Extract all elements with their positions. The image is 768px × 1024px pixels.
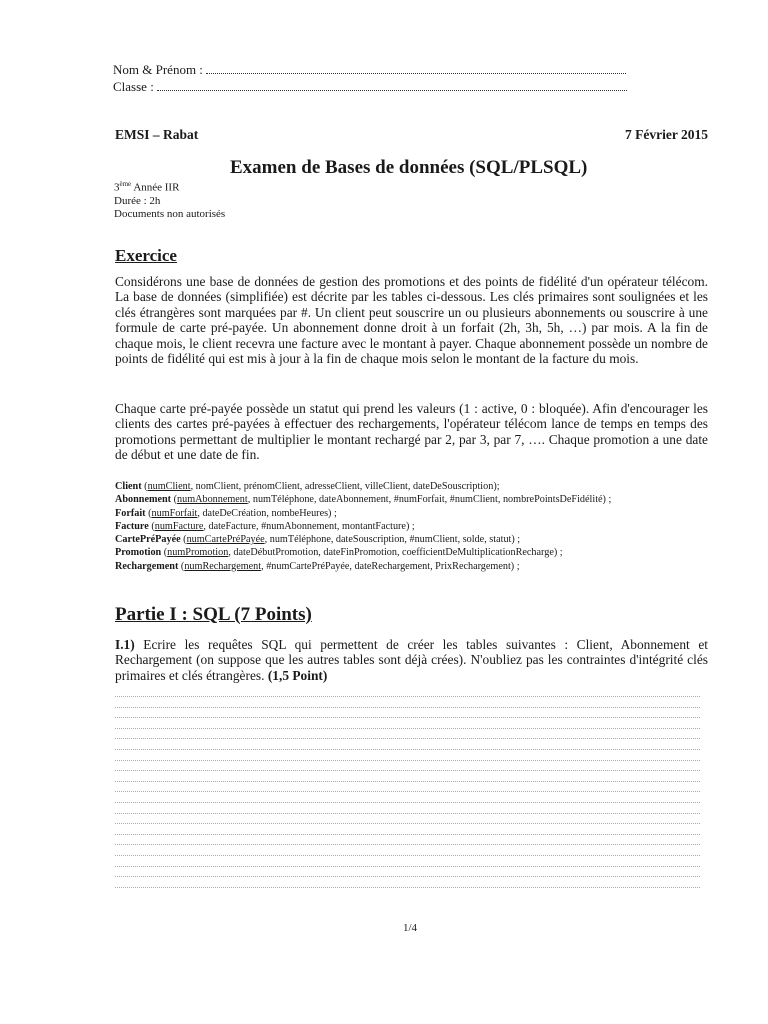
table-schema-line: [115, 480, 611, 493]
primary-key: numForfait: [151, 507, 198, 519]
answer-dotted-line: [115, 887, 700, 888]
primary-key: numCartePréPayée: [186, 534, 265, 546]
table-open-paren: (: [171, 494, 177, 506]
exercice-paragraph-1: Considérons une base de données de gestion des promotions et des points de fidélité d'un opérateur télécom. La base de données (simplifiée) est décrite par les tables ci-dessous. Les clés primaires sont soulignées et les clés étrangères sont marquées par #. Un client peut souscrire un ou plusieurs abonnements ou souscrire à une formule de carte pré-payée. Un abonnement donne droit à un forfait (2h, 3h, 5h, …) par mois. A la fin de chaque mois, le client recevra une facture avec le montant à payer. Chaque abonnement possède un nombre de points de fidélité qui est mis à jour à la fin de chaque mois selon le montant de la facture du mois.: [115, 274, 708, 367]
question-number: I.1): [115, 637, 135, 652]
answer-dotted-line: [115, 866, 700, 867]
page-number: 1/4: [403, 922, 418, 934]
answer-dotted-line: [115, 770, 700, 771]
table-schema-line: [115, 520, 611, 533]
school-name: EMSI – Rabat: [115, 127, 199, 142]
table-schema-line: [115, 533, 611, 546]
answer-dotted-line: [115, 876, 700, 877]
table-open-paren: (: [161, 547, 168, 559]
answer-dotted-line: [115, 813, 700, 814]
answer-dotted-line: [115, 738, 700, 739]
answer-dotted-line: [115, 760, 700, 761]
duree-line: Durée : 2h: [114, 194, 161, 207]
table-open-paren: (: [141, 481, 148, 492]
exam-info: [114, 178, 225, 221]
annee-line: 3ème Année IIR: [114, 180, 180, 194]
question-text: Ecrire les requêtes SQL qui permettent de créer les tables suivantes : Client, Abonnement et Rechargement (on suppose que les autres tables sont déjà crées). N'oubliez pas les contraintes d'intégrité clés primaires et clés étrangères.: [115, 637, 708, 683]
documents-line: Documents non autorisés: [114, 207, 226, 220]
name-line: [113, 62, 626, 78]
table-name: Client: [115, 481, 142, 492]
answer-dotted-line: [115, 717, 700, 718]
answer-dotted-line: [115, 802, 700, 803]
table-open-paren: (: [178, 560, 185, 572]
class-line: [113, 79, 627, 95]
primary-key: numRechargement: [184, 560, 262, 572]
exercice-paragraph-2: Chaque carte pré-payée possède un statut qui prend les valeurs (1 : active, 0 : bloquée). Afin d'encourager les clients des cartes pré-payées à effectuer des rechargements, l'opérateur télécom lance de temps en temps des promotions permettant de multiplier le montant rechargé par 2, par 3, par 7, …. Chaque promotion a une date de début et une date de fin.: [115, 401, 708, 463]
table-schema-line: [115, 560, 611, 573]
primary-key: numPromotion: [167, 547, 229, 559]
table-name: Forfait: [115, 507, 146, 519]
table-open-paren: (: [145, 507, 152, 519]
table-name: Facture: [115, 520, 149, 532]
exercice-heading: Exercice: [115, 246, 177, 265]
primary-key: numFacture: [154, 520, 204, 532]
table-schema-list: [115, 480, 611, 573]
question-1-1: [115, 637, 708, 683]
table-schema-line: [115, 546, 611, 559]
answer-dotted-line: [115, 823, 700, 824]
table-name: CartePréPayée: [115, 534, 181, 546]
table-columns: , dateDébutPromotion, dateFinPromotion, coefficientDeMultiplicationRecharge) ;: [228, 547, 563, 559]
name-dotted-field: [206, 65, 626, 74]
primary-key: numAbonnement: [177, 494, 248, 506]
table-columns: , nomClient, prénomClient, adresseClient, villeClient, dateDeSouscription);: [190, 481, 500, 492]
answer-dotted-line: [115, 707, 700, 708]
answer-dotted-line: [115, 791, 700, 792]
table-name: Promotion: [115, 547, 162, 559]
primary-key: numClient: [147, 481, 191, 492]
answer-dotted-line: [115, 696, 700, 697]
table-columns: , numTéléphone, dateSouscription, #numClient, solde, statut) ;: [264, 534, 521, 546]
question-points: (1,5 Point): [267, 667, 328, 683]
exam-title: Examen de Bases de données (SQL/PLSQL): [230, 157, 588, 178]
exam-date: 7 Février 2015: [625, 127, 708, 142]
answer-dotted-line: [115, 844, 700, 845]
answer-dotted-line: [115, 781, 700, 782]
answer-dotted-line: [115, 749, 700, 750]
table-schema-line: [115, 507, 611, 520]
class-label: Classe :: [113, 79, 154, 94]
class-dotted-field: [157, 82, 627, 91]
table-name: Rechargement: [115, 560, 179, 572]
table-columns: , dateFacture, #numAbonnement, montantFacture) ;: [203, 520, 415, 532]
answer-dotted-line: [115, 834, 700, 835]
table-columns: , #numCartePréPayée, dateRechargement, PrixRechargement) ;: [261, 560, 520, 572]
table-schema-line: [115, 493, 611, 506]
table-columns: , numTéléphone, dateAbonnement, #numForfait, #numClient, nombrePointsDeFidélité) ;: [247, 494, 612, 506]
table-open-paren: (: [180, 534, 187, 546]
answer-dotted-line: [115, 728, 700, 729]
partie1-heading: Partie I : SQL (7 Points): [115, 604, 312, 625]
table-name: Abonnement: [115, 494, 172, 506]
name-label: Nom & Prénom :: [113, 62, 203, 77]
table-columns: , dateDeCréation, nombeHeures) ;: [197, 507, 337, 519]
answer-dotted-line: [115, 855, 700, 856]
table-open-paren: (: [148, 520, 155, 532]
